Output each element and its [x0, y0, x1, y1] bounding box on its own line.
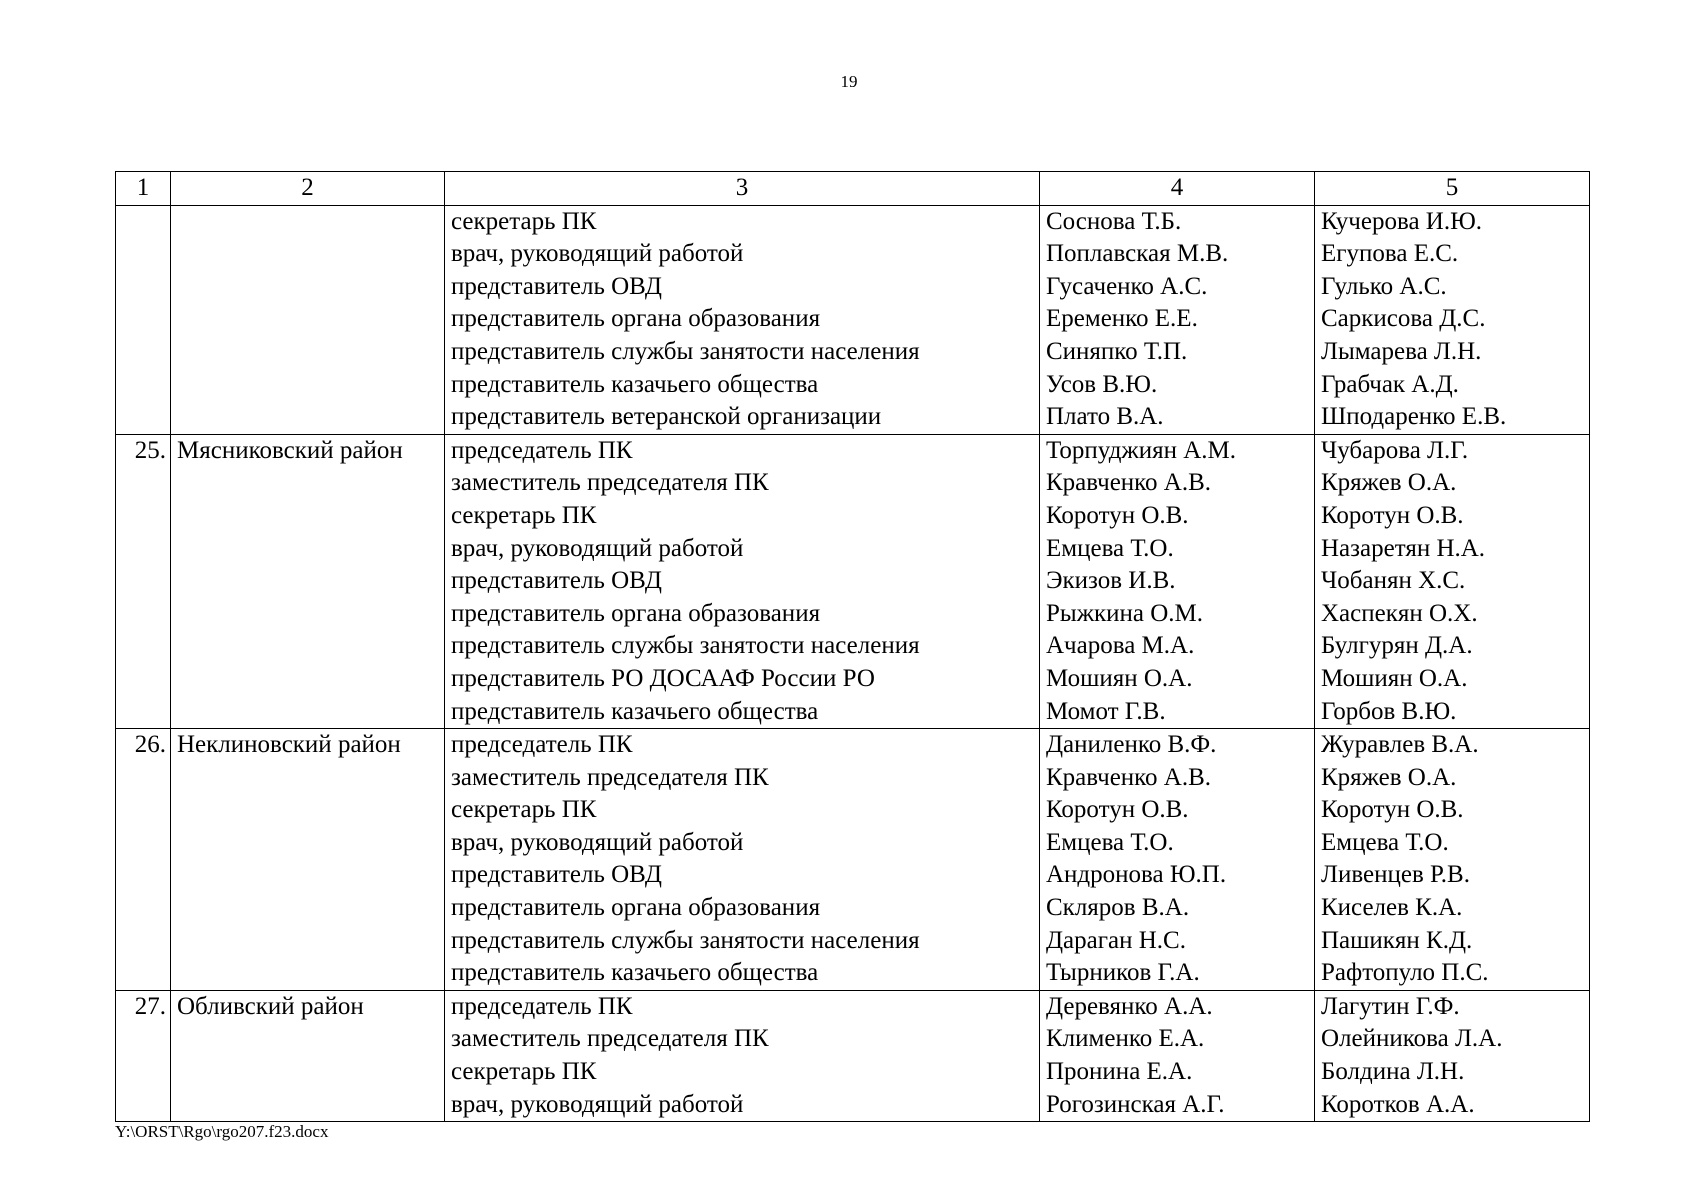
position-title: секретарь ПК — [445, 500, 1040, 533]
deputy-name: Гулько А.С. — [1315, 271, 1590, 304]
table-row — [116, 598, 1590, 631]
row-number — [116, 1089, 171, 1122]
row-number — [116, 1023, 171, 1056]
position-title: представитель органа образования — [445, 598, 1040, 631]
position-title: заместитель председателя ПК — [445, 1023, 1040, 1056]
deputy-name: Горбов В.Ю. — [1315, 696, 1590, 729]
deputy-name: Шподаренко Е.В. — [1315, 401, 1590, 434]
deputy-name: Саркисова Д.С. — [1315, 303, 1590, 336]
member-name: Даниленко В.Ф. — [1040, 729, 1315, 762]
table-row — [116, 990, 1590, 1023]
position-title: представитель органа образования — [445, 303, 1040, 336]
district-name — [171, 500, 445, 533]
position-title: председатель ПК — [445, 434, 1040, 467]
deputy-name: Коротун О.В. — [1315, 794, 1590, 827]
position-title: секретарь ПК — [445, 1056, 1040, 1089]
row-number — [116, 598, 171, 631]
district-name: Обливский район — [171, 990, 445, 1023]
member-name: Скляров В.А. — [1040, 892, 1315, 925]
row-number — [116, 762, 171, 795]
row-number — [116, 336, 171, 369]
table-header — [116, 172, 1590, 206]
district-name — [171, 467, 445, 500]
header-col-2: 2 — [171, 172, 445, 206]
position-title: представитель РО ДОСААФ России РО — [445, 663, 1040, 696]
position-title: врач, руководящий работой — [445, 238, 1040, 271]
deputy-name: Киселев К.А. — [1315, 892, 1590, 925]
position-title: заместитель председателя ПК — [445, 762, 1040, 795]
position-title: врач, руководящий работой — [445, 827, 1040, 860]
position-title: представитель казачьего общества — [445, 696, 1040, 729]
table-row — [116, 533, 1590, 566]
position-title: представитель службы занятости населения — [445, 925, 1040, 958]
deputy-name: Коротков А.А. — [1315, 1089, 1590, 1122]
position-title: заместитель председателя ПК — [445, 467, 1040, 500]
position-title: председатель ПК — [445, 729, 1040, 762]
position-title: представитель службы занятости населения — [445, 630, 1040, 663]
table-row — [116, 762, 1590, 795]
table-row — [116, 859, 1590, 892]
district-name — [171, 630, 445, 663]
table-row — [116, 271, 1590, 304]
deputy-name: Лагутин Г.Ф. — [1315, 990, 1590, 1023]
district-name — [171, 925, 445, 958]
table-row — [116, 238, 1590, 271]
position-title: секретарь ПК — [445, 205, 1040, 238]
row-number — [116, 369, 171, 402]
district-name — [171, 565, 445, 598]
position-title: врач, руководящий работой — [445, 533, 1040, 566]
deputy-name: Пашикян К.Д. — [1315, 925, 1590, 958]
member-name: Усов В.Ю. — [1040, 369, 1315, 402]
row-number — [116, 630, 171, 663]
row-number — [116, 1056, 171, 1089]
footer-file-path: Y:\ORST\Rgo\rgo207.f23.docx — [115, 1122, 329, 1141]
position-title: представитель казачьего общества — [445, 957, 1040, 990]
member-name: Тырников Г.А. — [1040, 957, 1315, 990]
district-name — [171, 401, 445, 434]
table-row — [116, 925, 1590, 958]
position-title: представитель органа образования — [445, 892, 1040, 925]
member-name: Рыжкина О.М. — [1040, 598, 1315, 631]
district-name — [171, 827, 445, 860]
row-number: 27. — [116, 990, 171, 1023]
member-name: Ачарова М.А. — [1040, 630, 1315, 663]
row-number — [116, 271, 171, 304]
table-row — [116, 205, 1590, 238]
position-title: секретарь ПК — [445, 794, 1040, 827]
member-name: Клименко Е.А. — [1040, 1023, 1315, 1056]
position-title: врач, руководящий работой — [445, 1089, 1040, 1122]
header-col-4: 4 — [1040, 172, 1315, 206]
deputy-name: Егупова Е.С. — [1315, 238, 1590, 271]
commission-table — [115, 171, 1590, 1122]
deputy-name: Мошиян О.А. — [1315, 663, 1590, 696]
table-row — [116, 957, 1590, 990]
district-name — [171, 533, 445, 566]
deputy-name: Кряжев О.А. — [1315, 762, 1590, 795]
district-name — [171, 1023, 445, 1056]
table-row — [116, 892, 1590, 925]
district-name — [171, 696, 445, 729]
district-name — [171, 205, 445, 238]
row-number — [116, 238, 171, 271]
position-title: представитель ветеранской организации — [445, 401, 1040, 434]
row-number: 26. — [116, 729, 171, 762]
member-name: Дараган Н.С. — [1040, 925, 1315, 958]
row-number — [116, 565, 171, 598]
row-number — [116, 794, 171, 827]
district-name — [171, 336, 445, 369]
member-name: Пронина Е.А. — [1040, 1056, 1315, 1089]
member-name: Гусаченко А.С. — [1040, 271, 1315, 304]
member-name: Торпуджиян А.М. — [1040, 434, 1315, 467]
table-row — [116, 336, 1590, 369]
row-number — [116, 892, 171, 925]
header-col-1: 1 — [116, 172, 171, 206]
row-number: 25. — [116, 434, 171, 467]
table-body — [116, 205, 1590, 1122]
table-row — [116, 434, 1590, 467]
row-number — [116, 303, 171, 336]
member-name: Коротун О.В. — [1040, 500, 1315, 533]
table-row — [116, 827, 1590, 860]
table-row — [116, 565, 1590, 598]
deputy-name: Кучерова И.Ю. — [1315, 205, 1590, 238]
member-name: Соснова Т.Б. — [1040, 205, 1315, 238]
member-name: Плато В.А. — [1040, 401, 1315, 434]
header-col-5: 5 — [1315, 172, 1590, 206]
table-row — [116, 794, 1590, 827]
district-name — [171, 762, 445, 795]
row-number — [116, 205, 171, 238]
table-row — [116, 696, 1590, 729]
table-header-row — [116, 172, 1590, 206]
deputy-name: Болдина Л.Н. — [1315, 1056, 1590, 1089]
member-name: Кравченко А.В. — [1040, 762, 1315, 795]
deputy-name: Лымарева Л.Н. — [1315, 336, 1590, 369]
member-name: Мошиян О.А. — [1040, 663, 1315, 696]
table-row — [116, 1089, 1590, 1122]
deputy-name: Чобанян Х.С. — [1315, 565, 1590, 598]
member-name: Экизов И.В. — [1040, 565, 1315, 598]
row-number — [116, 859, 171, 892]
district-name — [171, 1089, 445, 1122]
district-name — [171, 957, 445, 990]
district-name — [171, 892, 445, 925]
member-name: Рогозинская А.Г. — [1040, 1089, 1315, 1122]
deputy-name: Олейникова Л.А. — [1315, 1023, 1590, 1056]
district-name — [171, 663, 445, 696]
member-name: Деревянко А.А. — [1040, 990, 1315, 1023]
page-number: 19 — [840, 72, 858, 91]
deputy-name: Кряжев О.А. — [1315, 467, 1590, 500]
district-name — [171, 303, 445, 336]
position-title: председатель ПК — [445, 990, 1040, 1023]
table-row — [116, 401, 1590, 434]
position-title: представитель казачьего общества — [445, 369, 1040, 402]
row-number — [116, 401, 171, 434]
deputy-name: Назаретян Н.А. — [1315, 533, 1590, 566]
row-number — [116, 467, 171, 500]
row-number — [116, 925, 171, 958]
district-name — [171, 369, 445, 402]
member-name: Андронова Ю.П. — [1040, 859, 1315, 892]
table-row — [116, 369, 1590, 402]
district-name: Мясниковский район — [171, 434, 445, 467]
table-row — [116, 630, 1590, 663]
position-title: представитель ОВД — [445, 271, 1040, 304]
deputy-name: Рафтопуло П.С. — [1315, 957, 1590, 990]
member-name: Синяпко Т.П. — [1040, 336, 1315, 369]
header-col-3: 3 — [445, 172, 1040, 206]
table-row — [116, 467, 1590, 500]
row-number — [116, 500, 171, 533]
deputy-name: Чубарова Л.Г. — [1315, 434, 1590, 467]
district-name — [171, 1056, 445, 1089]
table-row — [116, 1056, 1590, 1089]
member-name: Емцева Т.О. — [1040, 827, 1315, 860]
table-row — [116, 500, 1590, 533]
row-number — [116, 533, 171, 566]
member-name: Коротун О.В. — [1040, 794, 1315, 827]
position-title: представитель службы занятости населения — [445, 336, 1040, 369]
deputy-name: Ливенцев Р.В. — [1315, 859, 1590, 892]
deputy-name: Журавлев В.А. — [1315, 729, 1590, 762]
member-name: Емцева Т.О. — [1040, 533, 1315, 566]
member-name: Момот Г.В. — [1040, 696, 1315, 729]
table-row — [116, 663, 1590, 696]
deputy-name: Хаспекян О.Х. — [1315, 598, 1590, 631]
row-number — [116, 663, 171, 696]
deputy-name: Булгурян Д.А. — [1315, 630, 1590, 663]
district-name — [171, 859, 445, 892]
member-name: Еременко Е.Е. — [1040, 303, 1315, 336]
district-name: Неклиновский район — [171, 729, 445, 762]
district-name — [171, 598, 445, 631]
position-title: представитель ОВД — [445, 859, 1040, 892]
row-number — [116, 957, 171, 990]
deputy-name: Коротун О.В. — [1315, 500, 1590, 533]
row-number — [116, 696, 171, 729]
district-name — [171, 238, 445, 271]
district-name — [171, 794, 445, 827]
position-title: представитель ОВД — [445, 565, 1040, 598]
member-name: Кравченко А.В. — [1040, 467, 1315, 500]
table-row — [116, 1023, 1590, 1056]
table-row — [116, 303, 1590, 336]
deputy-name: Емцева Т.О. — [1315, 827, 1590, 860]
table-row — [116, 729, 1590, 762]
row-number — [116, 827, 171, 860]
deputy-name: Грабчак А.Д. — [1315, 369, 1590, 402]
district-name — [171, 271, 445, 304]
member-name: Поплавская М.В. — [1040, 238, 1315, 271]
